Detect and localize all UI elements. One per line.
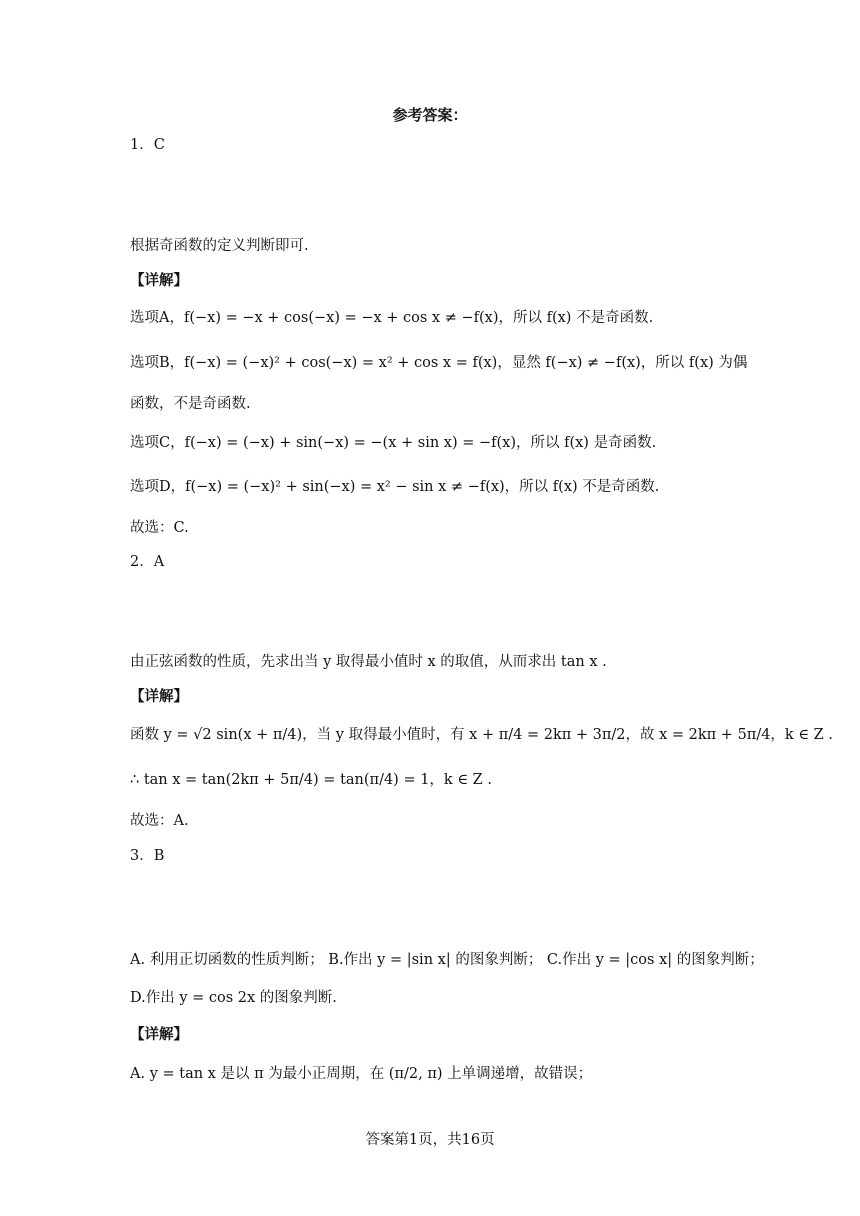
q2-conclusion: 故选：A. <box>130 813 189 829</box>
q1-option-a: 选项A，f(−x) = −x + cos(−x) = −x + cos x ≠ −f(x)，所以 f(x) 不是奇函数. <box>130 310 654 326</box>
q1-option-d: 选项D，f(−x) = (−x)² + sin(−x) = x² − sin x ≠ −f(x)，所以 f(x) 不是奇函数. <box>130 479 660 495</box>
q1-detail-label: 【详解】 <box>130 272 188 289</box>
q2-answer: 2．A <box>130 554 165 570</box>
q1-conclusion: 故选：C. <box>130 520 189 536</box>
q3-analysis-line2: D.作出 y = cos 2x 的图象判断. <box>130 990 337 1006</box>
q3-analysis-line1: A. 利用正切函数的性质判断； B.作出 y = |sin x| 的图象判断； C.作出 y = |cos x| 的图象判断； <box>130 952 764 968</box>
q2-analysis: 由正弦函数的性质，先求出当 y 取得最小值时 x 的取值，从而求出 tan x . <box>130 654 607 670</box>
q2-detail-label: 【详解】 <box>130 688 188 705</box>
page-title: 参考答案： <box>392 106 468 124</box>
q2-line1: 函数 y = √2 sin(x + π/4)，当 y 取得最小值时，有 x + π/4 = 2kπ + 3π/2，故 x = 2kπ + 5π/4，k ∈ Z . <box>130 727 833 743</box>
q3-line-a: A. y = tan x 是以 π 为最小正周期，在 (π/2, π) 上单调递增，故错误； <box>130 1066 593 1082</box>
q2-line2: ∴ tan x = tan(2kπ + 5π/4) = tan(π/4) = 1，k ∈ Z . <box>130 772 492 788</box>
q1-option-b-line1: 选项B，f(−x) = (−x)² + cos(−x) = x² + cos x = f(x)，显然 f(−x) ≠ −f(x)，所以 f(x) 为偶 <box>130 355 748 371</box>
q1-option-b-line2: 函数，不是奇函数. <box>130 396 251 412</box>
q3-detail-label: 【详解】 <box>130 1026 188 1043</box>
q3-answer: 3．B <box>130 848 165 864</box>
page-footer: 答案第1页，共16页 <box>365 1132 495 1148</box>
q1-analysis: 根据奇函数的定义判断即可. <box>130 238 309 254</box>
q1-option-c: 选项C，f(−x) = (−x) + sin(−x) = −(x + sin x) = −f(x)，所以 f(x) 是奇函数. <box>130 435 657 451</box>
q1-answer: 1．C <box>130 137 165 153</box>
